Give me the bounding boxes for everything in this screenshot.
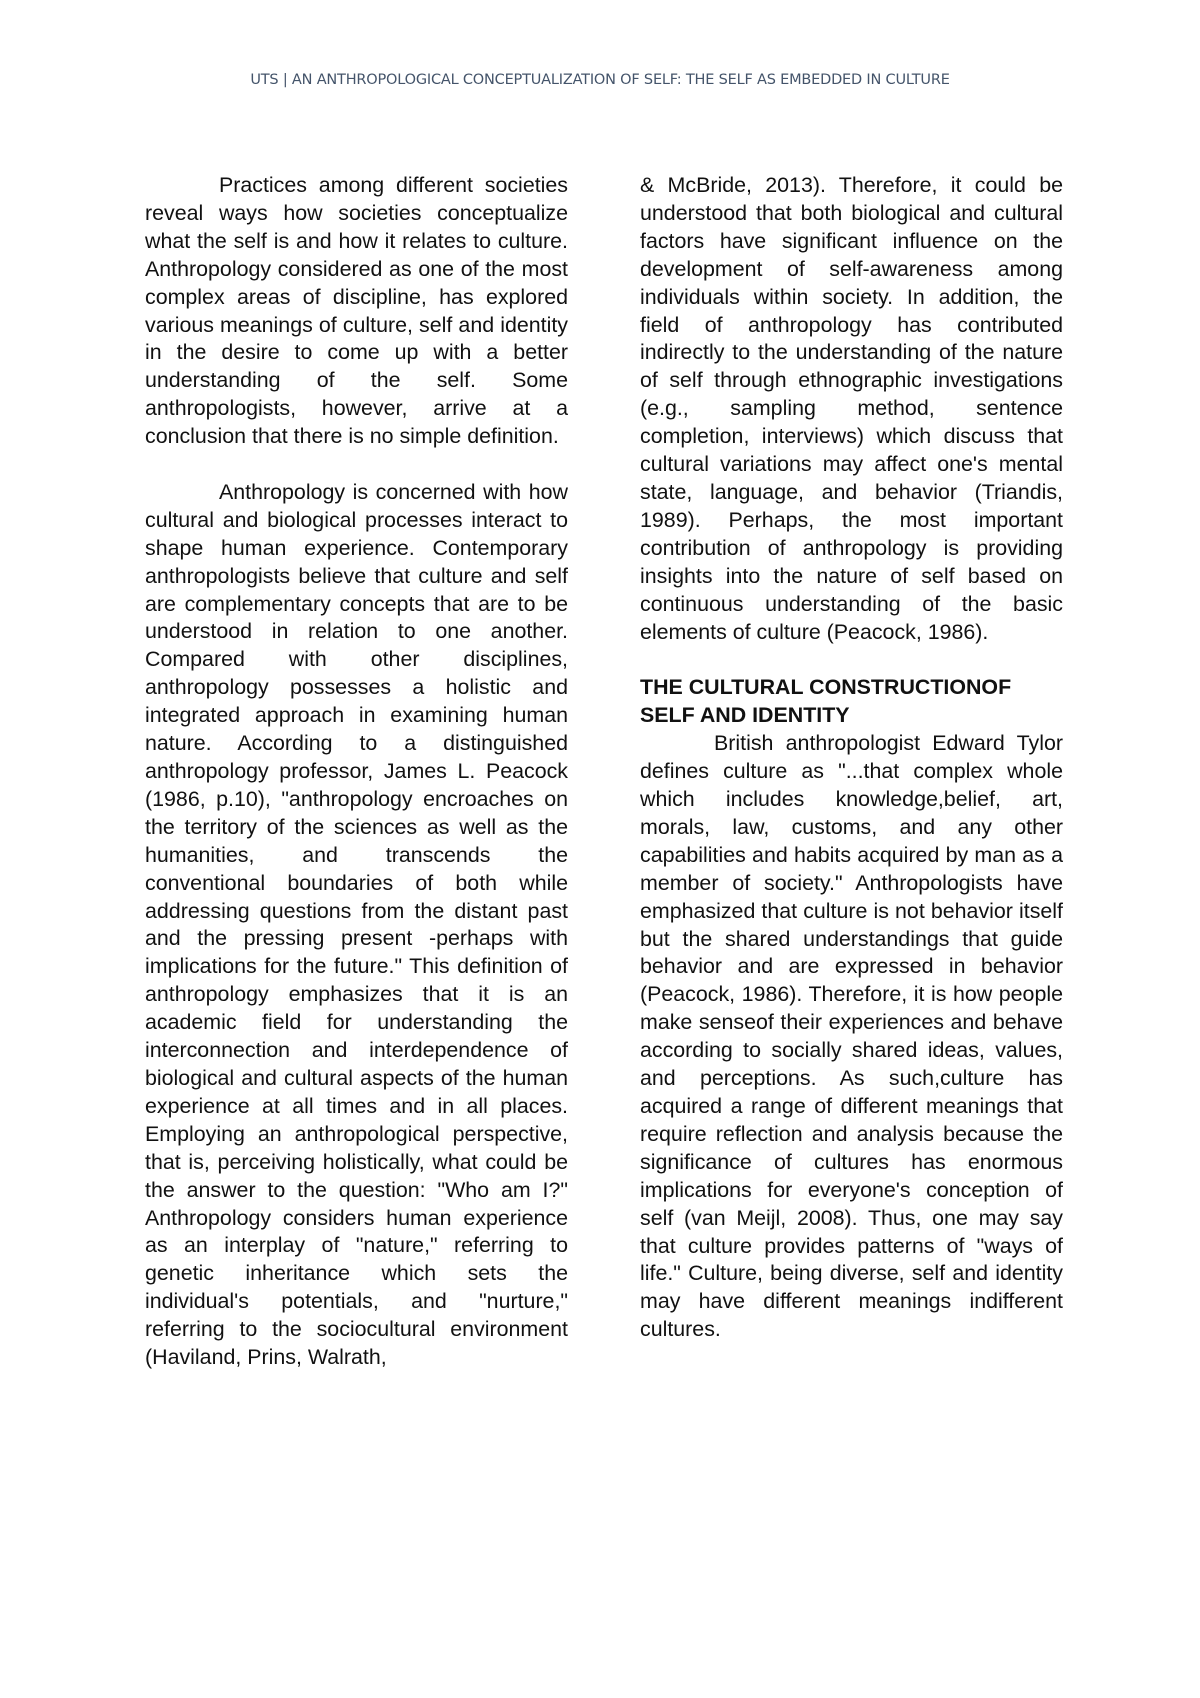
running-header: UTS | AN ANTHROPOLOGICAL CONCEPTUALIZATION OF SELF: THE SELF AS EMBEDDED IN CULTURE (250, 72, 950, 88)
right-column (640, 172, 1063, 1344)
body-paragraph: Practices among different societies reveal ways how societies conceptualize what the self is and how it relates to culture. Anthropology considered as one of the most complex areas of discipline, has explored various meanings of culture, self and identity in the desire to come up with a better understanding of the self. Some anthropologists, however, arrive at a conclusion that there is no simple definition. (145, 173, 568, 449)
section-heading: THE CULTURAL CONSTRUCTIONOF SELF AND IDENTITY (640, 675, 1012, 728)
left-column (145, 172, 568, 1372)
body-paragraph: & McBride, 2013). Therefore, it could be understood that both biological and cultural factors have significant influence on the development of self-awareness among individuals within society. In addition, the field of anthropology has contributed indirectly to the understanding of the nature of self through ethnographic investigations (e.g., sampling method, sentence completion, interviews) which discuss that cultural variations may affect one's mental state, language, and behavior (Triandis, 1989). Perhaps, the most important contribution of anthropology is providing insights into the nature of self based on continuous understanding of the basic elements of culture (Peacock, 1986). (640, 173, 1063, 644)
body-paragraph: British anthropologist Edward Tylor defines culture as "...that complex whole which includes knowledge,belief, art, morals, law, customs, and any other capabilities and habits acquired by man as a member of society." Anthropologists have emphasized that culture is not behavior itself but the shared understandings that guide behavior and are expressed in behavior (Peacock, 1986). Therefore, it is how people make senseof their experiences and behave according to socially shared ideas, values, and perceptions. As such,culture has acquired a range of different meanings that require reflection and analysis because the significance of cultures has enormous implications for everyone's conception of self (van Meijl, 2008). Thus, one may say that culture provides patterns of "ways of life." Culture, being diverse, self and identity may have different meanings indifferent cultures. (640, 731, 1063, 1342)
body-paragraph: Anthropology is concerned with how cultural and biological processes interact to shape human experience. Contemporary anthropologists believe that culture and self are complementary concepts that are to be understood in relation to one another. Compared with other disciplines, anthropology possesses a holistic and integrated approach in examining human nature. According to a distinguished anthropology professor, James L. Peacock (1986, p.10), "anthropology encroaches on the territory of the sciences as well as the humanities, and transcends the conventional boundaries of both while addressing questions from the distant past and the pressing present -perhaps with implications for the future." This definition of anthropology emphasizes that it is an academic field for understanding the interconnection and interdependence of biological and cultural aspects of the human experience at all times and in all places. Employing an anthropological perspective, that is, perceiving holistically, what could be the answer to the question: "Who am I?" Anthropology considers human experience as an interplay of "nature," referring to genetic inheritance which sets the individual's potentials, and "nurture," referring to the sociocultural environment (Haviland, Prins, Walrath, (145, 479, 568, 1370)
